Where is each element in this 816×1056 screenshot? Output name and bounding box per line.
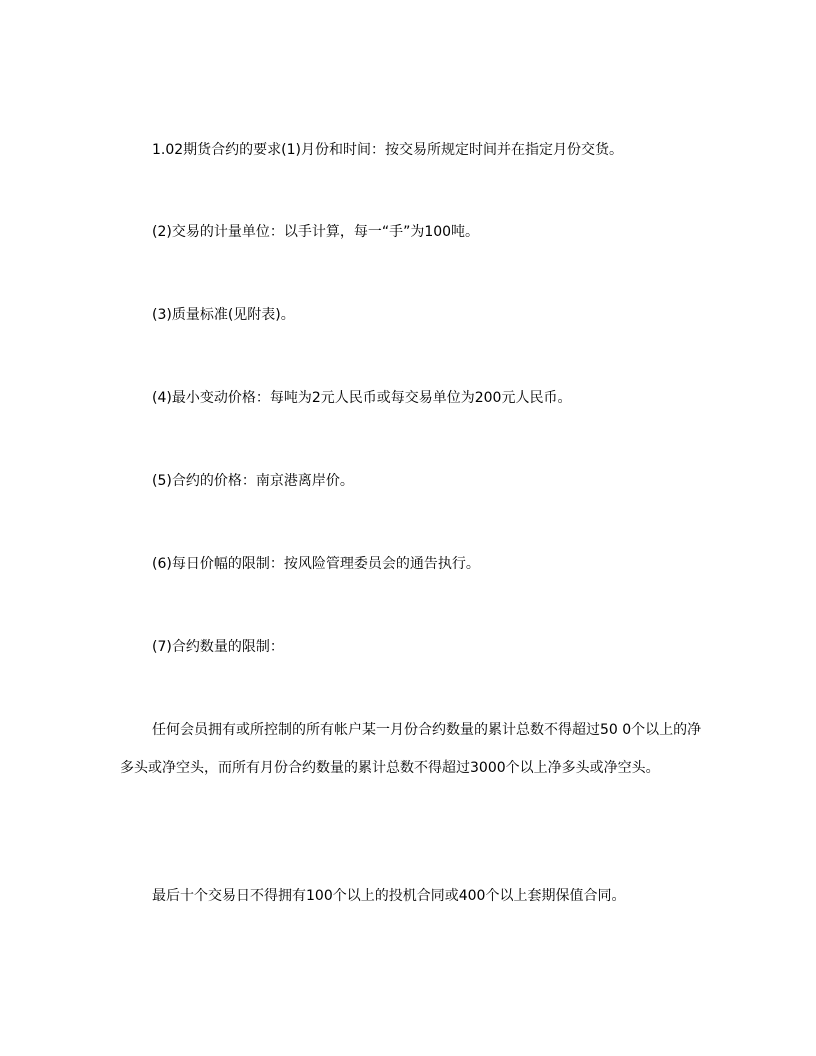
paragraph-contract-price: (5)合约的价格：南京港离岸价。 — [152, 473, 354, 489]
paragraph-daily-price-limit: (6)每日价幅的限制：按风险管理委员会的通告执行。 — [152, 556, 480, 572]
paragraph-contract-quantity-limit: (7)合约数量的限制： — [152, 639, 284, 655]
paragraph-minimum-price-change: (4)最小变动价格：每吨为2元人民币或每交易单位为200元人民币。 — [152, 390, 572, 406]
paragraph-quality-standard: (3)质量标准(见附表)。 — [152, 307, 295, 323]
paragraph-trading-unit: (2)交易的计量单位：以手计算，每一“手”为100吨。 — [152, 224, 480, 240]
paragraph-contract-requirements: 1.02期货合约的要求(1)月份和时间：按交易所规定时间并在指定月份交货。 — [152, 142, 624, 158]
paragraph-last-ten-days-limit: 最后十个交易日不得拥有100个以上的投机合同或400个以上套期保值合同。 — [152, 888, 626, 904]
paragraph-position-limit-details: 任何会员拥有或所控制的所有帐户某一月份合约数量的累计总数不得超过50 0个以上的净多头或净空头，而所有月份合约数量的累计总数不得超过3000个以上净多头或净空头。 — [120, 722, 702, 776]
